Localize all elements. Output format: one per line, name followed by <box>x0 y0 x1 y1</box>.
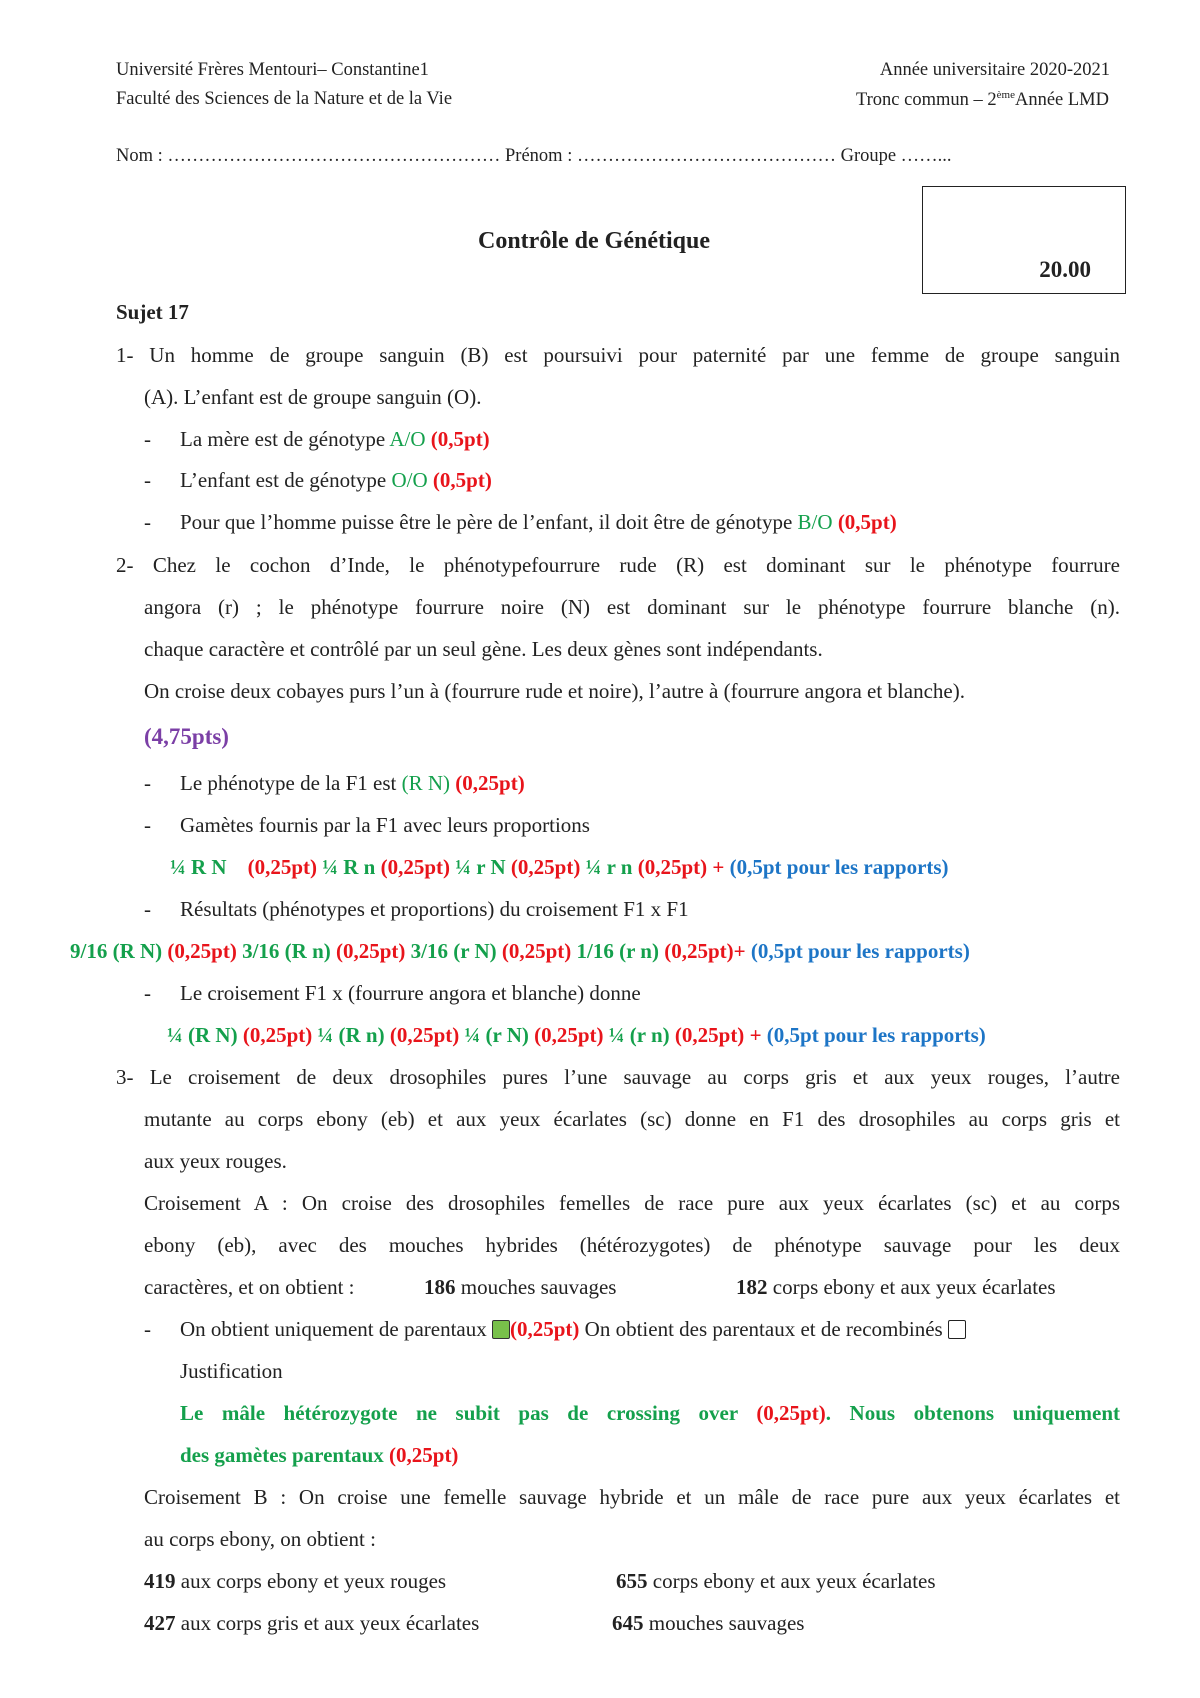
gamete-label: ¼ R n <box>322 855 376 879</box>
gamete-label: ¼ R N <box>170 855 227 879</box>
q2-results-answer <box>70 939 970 964</box>
q1-statement-line2: (A). L’enfant est de groupe sanguin (O). <box>144 385 482 409</box>
student-fields[interactable]: Nom : ……………………………………………… Prénom : …………………………………… Groupe ……... <box>116 146 952 166</box>
q3-statement-line1: 3- Le croisement de deux drosophiles pures l’une sauvage au corps gris et aux yeux rouges, l’autre <box>116 1065 1120 1089</box>
grade-value: 20.00 <box>1039 257 1091 282</box>
q2-gametes-question: - Gamètes fournis par la F1 avec leurs proportions <box>144 813 590 837</box>
q3-cross-a-line1: Croisement A : On croise des drosophiles femelles de race pure aux yeux écarlates (sc) et au corps <box>144 1191 1120 1215</box>
q1-statement-line1: 1- Un homme de groupe sanguin (B) est poursuivi pour paternité par une femme de groupe sanguin <box>116 343 1120 367</box>
exam-title: Contrôle de Génétique <box>478 228 710 254</box>
q3-justification-line2: des gamètes parentaux (0,25pt) <box>180 1443 459 1467</box>
backcross-points: (0,25pt) <box>389 1023 460 1047</box>
grade-box <box>922 186 1126 294</box>
q3-options: - On obtient uniquement de parentaux (0,25pt) On obtient des parentaux et de recombinés <box>144 1317 966 1342</box>
result-points: (0,25pt)+ <box>664 939 746 963</box>
result-label: 3/16 (r N) <box>410 939 497 963</box>
q2-statement-line1: 2- Chez le cochon d’Inde, le phénotypefourrure rude (R) est dominant sur le phénotype fourrure <box>116 553 1120 577</box>
ratio-note: (0,5pt pour les rapports) <box>766 1023 986 1047</box>
backcross-label: ¼ (R N) <box>167 1023 238 1047</box>
q3-cross-b-line2: au corps ebony, on obtient : <box>144 1527 376 1551</box>
q1-answer-mother: - La mère est de génotype A/O (0,5pt) <box>144 427 490 451</box>
result-points: (0,25pt) <box>167 939 237 963</box>
gamete-label: ¼ r n <box>585 855 633 879</box>
backcross-points: (0,25pt) <box>534 1023 604 1047</box>
gamete-points: (0,25pt) <box>510 855 581 879</box>
q2-total-points: (4,75pts) <box>144 724 229 749</box>
parental-only-checkbox[interactable] <box>492 1320 510 1339</box>
q3-statement-line3: aux yeux rouges. <box>144 1149 287 1173</box>
q1-answer-child: - L’enfant est de génotype O/O (0,5pt) <box>144 468 492 492</box>
backcross-label: ¼ (r n) <box>608 1023 670 1047</box>
gamete-points: (0,25pt) <box>380 855 451 879</box>
gamete-label: ¼ r N <box>455 855 506 879</box>
result-label: 3/16 (R n) <box>242 939 331 963</box>
q1-answer-father: - Pour que l’homme puisse être le père de l’enfant, il doit être de génotype B/O (0,5pt) <box>144 510 897 534</box>
q2-f1-phenotype: - Le phénotype de la F1 est (R N) (0,25pt) <box>144 771 525 795</box>
q2-statement-line3: chaque caractère et contrôlé par un seul gène. Les deux gènes sont indépendants. <box>144 637 823 661</box>
q2-gametes-answer: ¼ R N (0,25pt) ¼ R n (0,25pt) ¼ r N (0,25pt) ¼ r n (0,25pt) + (0,5pt pour les rapports) <box>170 855 949 879</box>
q2-backcross-question: - Le croisement F1 x (fourrure angora et blanche) donne <box>144 981 641 1005</box>
academic-year: Année universitaire 2020-2021 <box>879 60 1110 80</box>
result-points: (0,25pt) <box>336 939 406 963</box>
result-points: (0,25pt) <box>501 939 572 963</box>
q3-cross-a-line2: ebony (eb), avec des mouches hybrides (hétérozygotes) de phénotype sauvage pour les deux <box>144 1233 1120 1257</box>
q2-statement-line4: On croise deux cobayes purs l’un à (fourrure rude et noire), l’autre à (fourrure angora et blanche). <box>144 679 965 703</box>
q3-cross-a-line3: caractères, et on obtient : <box>144 1275 355 1299</box>
q3-cross-a-result-wild: 186 mouches sauvages <box>424 1275 617 1299</box>
q2-statement-line2: angora (r) ; le phénotype fourrure noire (N) est dominant sur le phénotype fourrure blanche (n). <box>144 595 1120 619</box>
q3-cross-b-result: 427 aux corps gris et aux yeux écarlates <box>144 1611 480 1635</box>
study-level: Tronc commun – 2èmeAnnée LMD <box>856 89 1109 111</box>
q3-justification-line1: Le mâle hétérozygote ne subit pas de crossing over (0,25pt). Nous obtenons uniquement <box>180 1401 1120 1425</box>
q2-results-question: - Résultats (phénotypes et proportions) du croisement F1 x F1 <box>144 897 689 921</box>
backcross-label: ¼ (r N) <box>464 1023 529 1047</box>
university-name: Université Frères Mentouri– Constantine1 <box>116 60 429 80</box>
result-label: 9/16 (R N) <box>70 939 163 963</box>
result-label: 1/16 (r n) <box>576 939 659 963</box>
backcross-points: (0,25pt) <box>674 1023 745 1047</box>
q2-backcross-answer: ¼ (R N) (0,25pt) ¼ (R n) (0,25pt) ¼ (r N) (0,25pt) ¼ (r n) (0,25pt) + (0,5pt pour les rapports) <box>167 1023 986 1047</box>
q3-cross-a-result-mutant: 182 corps ebony et aux yeux écarlates <box>736 1275 1056 1299</box>
faculty-name: Faculté des Sciences de la Nature et de la Vie <box>116 89 453 109</box>
gamete-points: (0,25pt) <box>247 855 318 879</box>
q3-justification-label: Justification <box>180 1359 283 1383</box>
subject-label: Sujet 17 <box>116 300 189 324</box>
ratio-note: (0,5pt pour les rapports) <box>750 939 970 963</box>
q3-cross-b-result: 645 mouches sauvages <box>612 1611 805 1635</box>
q3-cross-b-result: 419 aux corps ebony et yeux rouges <box>144 1569 447 1593</box>
parental-recombinant-checkbox[interactable] <box>948 1320 966 1339</box>
ratio-note: (0,5pt pour les rapports) <box>729 855 949 879</box>
q3-cross-b-line1: Croisement B : On croise une femelle sauvage hybride et un mâle de race pure aux yeux écarlates et <box>144 1485 1120 1509</box>
q3-cross-b-result: 655 corps ebony et aux yeux écarlates <box>616 1569 936 1593</box>
backcross-label: ¼ (R n) <box>317 1023 385 1047</box>
q3-statement-line2: mutante au corps ebony (eb) et aux yeux écarlates (sc) donne en F1 des drosophiles au corps gris et <box>144 1107 1120 1131</box>
gamete-points: (0,25pt) <box>637 855 708 879</box>
backcross-points: (0,25pt) <box>242 1023 313 1047</box>
